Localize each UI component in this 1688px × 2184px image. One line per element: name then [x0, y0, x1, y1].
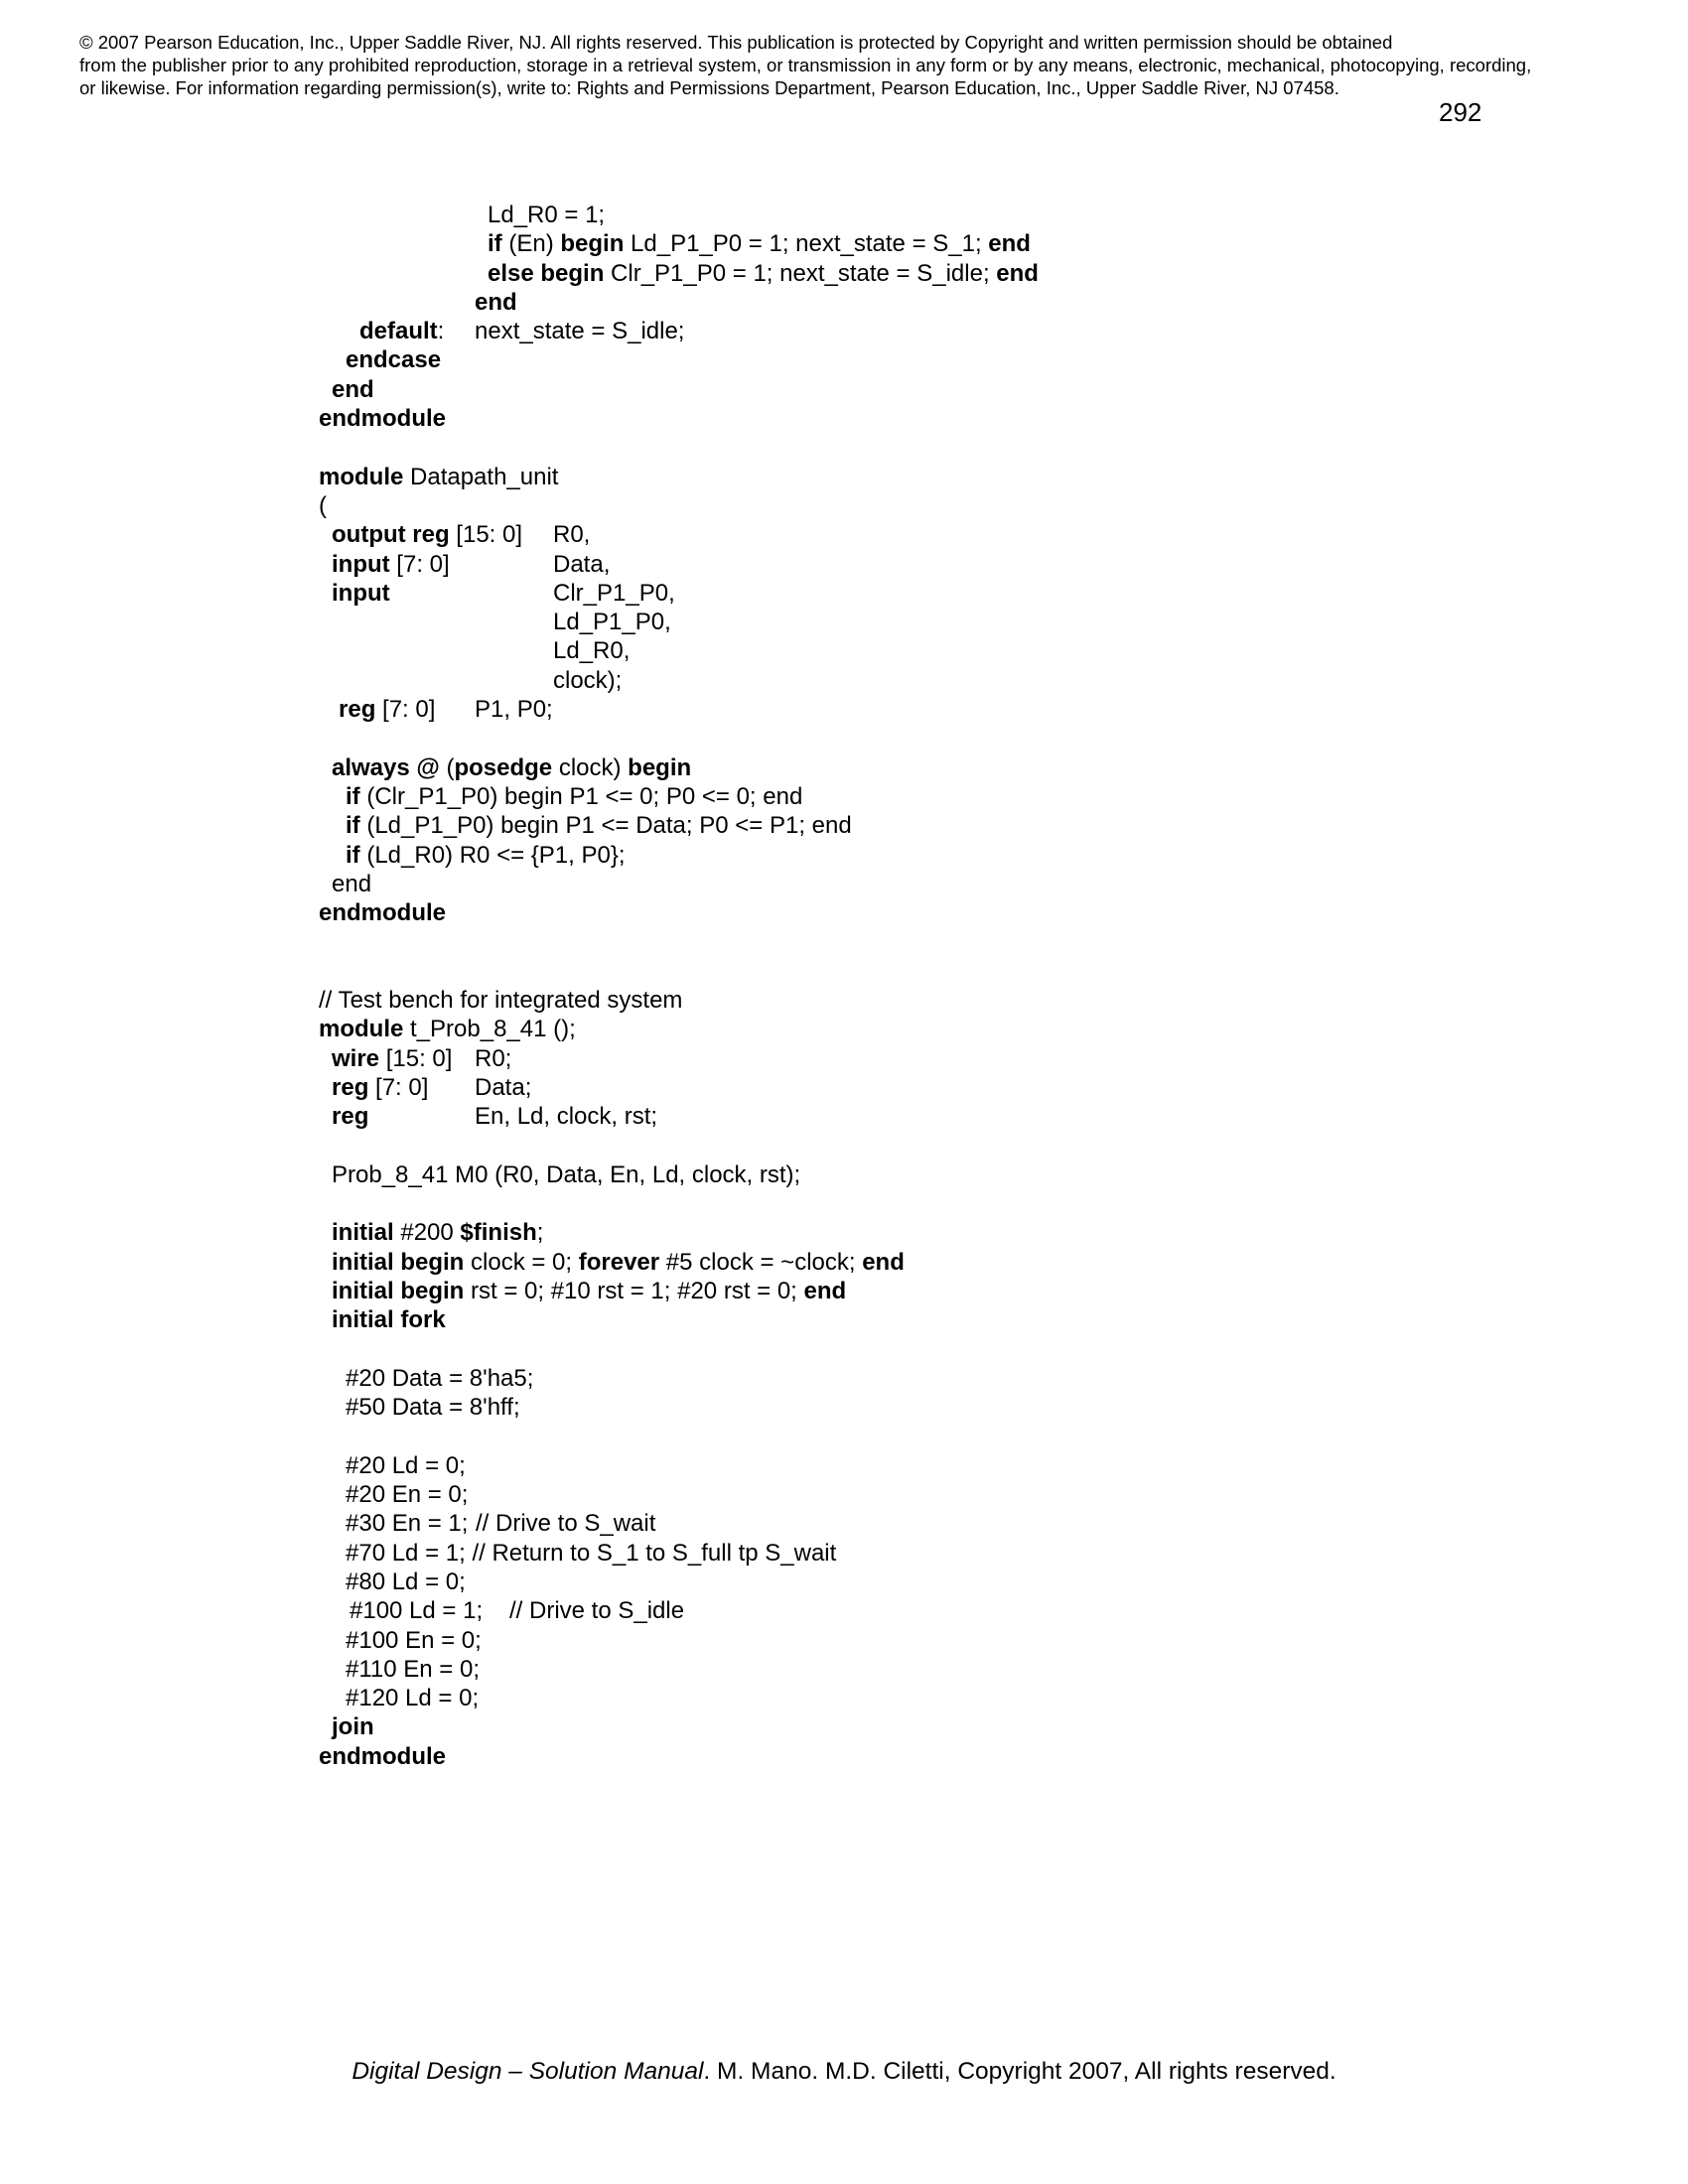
code-keyword: end	[475, 288, 517, 316]
code-column	[553, 608, 671, 636]
verilog-code-listing	[319, 201, 1510, 1771]
code-keyword: wire	[332, 1044, 380, 1072]
code-column	[346, 1684, 479, 1712]
code-line	[319, 1102, 1510, 1131]
code-line	[319, 550, 1510, 579]
code-line	[319, 870, 1510, 898]
copyright-notice	[79, 31, 1628, 99]
code-keyword: default	[359, 318, 438, 345]
code-line	[319, 201, 1510, 229]
code-text: (En)	[501, 230, 561, 258]
code-line	[319, 433, 1510, 462]
code-column	[553, 550, 610, 579]
code-line	[319, 724, 1510, 752]
code-line	[319, 1509, 1510, 1538]
code-text: Ld_P1_P0 = 1; next_state = S_1;	[624, 230, 989, 258]
code-text: Ld_R0,	[553, 637, 631, 665]
code-column	[332, 1044, 452, 1073]
code-keyword: endcase	[346, 346, 442, 374]
code-text: En, Ld, clock, rst;	[475, 1103, 658, 1131]
code-keyword: if	[488, 230, 502, 258]
code-line	[319, 579, 1510, 608]
code-text: #5 clock = ~clock;	[659, 1248, 863, 1276]
code-column	[332, 1712, 374, 1741]
code-line	[319, 927, 1510, 956]
code-keyword: reg	[332, 1103, 369, 1131]
code-column	[319, 986, 682, 1015]
code-column	[553, 579, 675, 608]
code-text: Datapath_unit	[403, 463, 559, 490]
copyright-line: or likewise. For information regarding permission(s), write to: Rights and Permissions Department, Pearson Education, Inc., Upper Saddle River, NJ 07458.	[79, 77, 1339, 98]
code-keyword: end	[862, 1248, 905, 1276]
code-column	[488, 201, 605, 229]
code-column	[319, 1015, 576, 1043]
code-column	[332, 870, 371, 898]
code-keyword: module	[319, 463, 404, 490]
code-text: Clr_P1_P0 = 1; next_state = S_idle;	[604, 259, 997, 287]
code-line	[319, 608, 1510, 636]
code-line	[319, 317, 1510, 345]
code-line	[319, 898, 1510, 927]
code-text: [7: 0]	[375, 696, 436, 724]
code-column	[319, 898, 446, 927]
code-keyword: initial fork	[332, 1306, 446, 1334]
code-column	[319, 1742, 446, 1771]
code-line	[319, 463, 1510, 491]
code-text: // Test bench for integrated system	[319, 987, 683, 1015]
code-line	[319, 1422, 1510, 1450]
code-text: #20 En = 0;	[346, 1481, 469, 1509]
code-line	[319, 1335, 1510, 1364]
code-column	[332, 1248, 905, 1277]
code-text: Ld_P1_P0,	[553, 609, 671, 636]
footer-authors-copyright: . M. Mano. M.D. Ciletti, Copyright 2007, All rights reserved.	[703, 2058, 1336, 2085]
code-column	[339, 695, 435, 724]
code-line	[319, 666, 1510, 695]
code-text: Data,	[553, 550, 611, 578]
code-text: #100 Ld = 1;	[350, 1597, 484, 1625]
code-text: #20 Data = 8'ha5;	[346, 1364, 534, 1392]
code-keyword: always @	[332, 753, 440, 781]
code-column	[359, 317, 444, 345]
code-line	[319, 1742, 1510, 1771]
code-line	[319, 811, 1510, 840]
code-column	[332, 1160, 800, 1189]
code-text: R0;	[475, 1044, 512, 1072]
code-column	[475, 1073, 531, 1102]
code-column	[346, 1364, 533, 1393]
code-keyword: end	[803, 1277, 847, 1304]
code-line	[319, 986, 1510, 1015]
code-column	[319, 491, 327, 520]
code-text: #70 Ld = 1; // Return to S_1 to S_full tp S_wait	[346, 1539, 837, 1567]
code-line	[319, 1073, 1510, 1102]
code-line	[319, 1015, 1510, 1043]
code-column	[332, 579, 390, 608]
code-column	[332, 1277, 846, 1305]
code-text: #200	[393, 1219, 461, 1247]
code-column	[332, 550, 450, 579]
code-line	[319, 229, 1510, 258]
code-column	[332, 375, 374, 404]
code-column	[346, 1480, 468, 1509]
code-line	[319, 695, 1510, 724]
code-text: next_state = S_idle;	[475, 318, 685, 345]
code-column	[332, 1218, 543, 1247]
code-line	[319, 1596, 1510, 1625]
code-keyword: input	[332, 579, 390, 607]
code-text: clock)	[552, 753, 629, 781]
code-keyword: end	[332, 375, 374, 403]
code-keyword: begin	[560, 230, 625, 258]
code-column	[346, 1393, 520, 1422]
code-text: #50 Data = 8'hff;	[346, 1394, 520, 1422]
code-column	[488, 259, 1039, 288]
code-line	[319, 1712, 1510, 1741]
code-line	[319, 1393, 1510, 1422]
code-column	[488, 229, 1031, 258]
code-text: rst = 0; #10 rst = 1; #20 rst = 0;	[464, 1277, 804, 1304]
code-keyword: if	[346, 812, 360, 840]
code-text: (Ld_P1_P0) begin P1 <= Data; P0 <= P1; end	[359, 812, 852, 840]
code-text: Clr_P1_P0,	[553, 579, 675, 607]
code-text: R0,	[553, 521, 591, 549]
code-line	[319, 1451, 1510, 1480]
code-line	[319, 1539, 1510, 1568]
code-column	[346, 1655, 480, 1684]
code-text: :	[437, 318, 445, 345]
code-column	[346, 841, 626, 870]
code-keyword: initial begin	[332, 1277, 465, 1304]
code-text: #30 En = 1;	[346, 1510, 469, 1538]
code-column	[332, 753, 691, 782]
code-keyword: output reg	[332, 521, 450, 549]
code-line	[319, 259, 1510, 288]
code-line	[319, 1248, 1510, 1277]
code-column	[509, 1596, 684, 1625]
code-column	[475, 288, 517, 317]
code-column	[332, 1305, 446, 1334]
code-text: #100 En = 0;	[346, 1626, 482, 1654]
code-column	[332, 1102, 368, 1131]
code-keyword: end	[996, 259, 1039, 287]
code-keyword: end	[988, 230, 1031, 258]
code-line	[319, 520, 1510, 549]
code-line	[319, 345, 1510, 374]
code-text: [15: 0]	[379, 1044, 453, 1072]
code-column	[350, 1596, 483, 1625]
code-text: clock = 0;	[464, 1248, 579, 1276]
code-line	[319, 957, 1510, 986]
code-text: (	[319, 491, 327, 519]
code-column	[346, 1451, 466, 1480]
code-column	[476, 1509, 655, 1538]
code-line	[319, 1684, 1510, 1712]
page-number: 292	[1439, 97, 1482, 127]
code-keyword: input	[332, 550, 390, 578]
code-text: end	[332, 870, 372, 897]
code-keyword: endmodule	[319, 405, 447, 433]
code-column	[475, 317, 684, 345]
code-line	[319, 1218, 1510, 1247]
code-text: // Drive to S_wait	[476, 1510, 656, 1538]
code-line	[319, 1044, 1510, 1073]
code-line	[319, 1305, 1510, 1334]
code-text: Prob_8_41 M0 (R0, Data, En, Ld, clock, rst);	[332, 1160, 801, 1188]
code-text: [7: 0]	[368, 1073, 429, 1101]
code-keyword: initial begin	[332, 1248, 465, 1276]
code-line	[319, 1277, 1510, 1305]
code-column	[346, 1626, 482, 1655]
code-column	[346, 782, 802, 811]
code-column	[475, 1102, 657, 1131]
code-line	[319, 1132, 1510, 1160]
footer-book-title: Digital Design – Solution Manual	[352, 2058, 704, 2085]
code-line	[319, 1480, 1510, 1509]
code-column	[346, 1568, 466, 1596]
code-line	[319, 636, 1510, 665]
code-line	[319, 1189, 1510, 1218]
code-column	[346, 1509, 468, 1538]
code-keyword: else begin	[488, 259, 605, 287]
code-text: #20 Ld = 0;	[346, 1451, 466, 1479]
code-column	[346, 811, 852, 840]
code-keyword: initial	[332, 1219, 394, 1247]
code-line	[319, 782, 1510, 811]
code-line	[319, 753, 1510, 782]
code-column	[346, 345, 441, 374]
code-line	[319, 491, 1510, 520]
code-column	[553, 666, 622, 695]
code-keyword: reg	[339, 696, 376, 724]
code-text: t_Prob_8_41 ();	[403, 1016, 576, 1043]
code-column	[553, 520, 590, 549]
page-footer	[0, 2058, 1688, 2086]
code-keyword: endmodule	[319, 1742, 447, 1770]
code-keyword: begin	[628, 753, 692, 781]
code-column	[319, 404, 446, 433]
code-line	[319, 1568, 1510, 1596]
code-keyword: $finish	[460, 1219, 537, 1247]
code-text: ;	[536, 1219, 544, 1247]
code-column	[475, 695, 553, 724]
code-text: (Clr_P1_P0) begin P1 <= 0; P0 <= 0; end	[359, 782, 803, 810]
code-text: [15: 0]	[449, 521, 523, 549]
code-column	[475, 1044, 511, 1073]
code-keyword: join	[332, 1713, 374, 1741]
code-text: (Ld_R0) R0 <= {P1, P0};	[359, 841, 626, 869]
code-line	[319, 1364, 1510, 1393]
code-keyword: if	[346, 841, 360, 869]
code-text: // Drive to S_idle	[509, 1597, 685, 1625]
code-text: #80 Ld = 0;	[346, 1568, 466, 1595]
code-keyword: if	[346, 782, 360, 810]
code-text: #120 Ld = 0;	[346, 1685, 480, 1712]
code-line	[319, 1626, 1510, 1655]
code-keyword: forever	[578, 1248, 660, 1276]
code-text: Data;	[475, 1073, 532, 1101]
copyright-line: from the publisher prior to any prohibited reproduction, storage in a retrieval system, or transmission in any form or by any means, electronic, mechanical, photocopying, recording,	[79, 55, 1532, 75]
code-column	[346, 1539, 836, 1568]
code-keyword: module	[319, 1016, 404, 1043]
code-text: [7: 0]	[389, 550, 450, 578]
code-line	[319, 1160, 1510, 1189]
code-line	[319, 375, 1510, 404]
code-keyword: endmodule	[319, 899, 447, 927]
code-line	[319, 404, 1510, 433]
code-text: clock);	[553, 666, 623, 694]
code-text: (	[439, 753, 455, 781]
code-line	[319, 1655, 1510, 1684]
code-text: P1, P0;	[475, 696, 553, 724]
code-keyword: posedge	[454, 753, 553, 781]
code-line	[319, 841, 1510, 870]
code-text: #110 En = 0;	[346, 1655, 480, 1683]
code-line	[319, 288, 1510, 317]
code-text: Ld_R0 = 1;	[488, 202, 606, 228]
code-column	[332, 1073, 428, 1102]
code-column	[319, 463, 558, 491]
code-column	[332, 520, 522, 549]
copyright-line: © 2007 Pearson Education, Inc., Upper Saddle River, NJ. All rights reserved. This publication is protected by Copyright and written permission should be obtained	[79, 32, 1393, 53]
code-keyword: reg	[332, 1073, 369, 1101]
code-column	[553, 636, 630, 665]
